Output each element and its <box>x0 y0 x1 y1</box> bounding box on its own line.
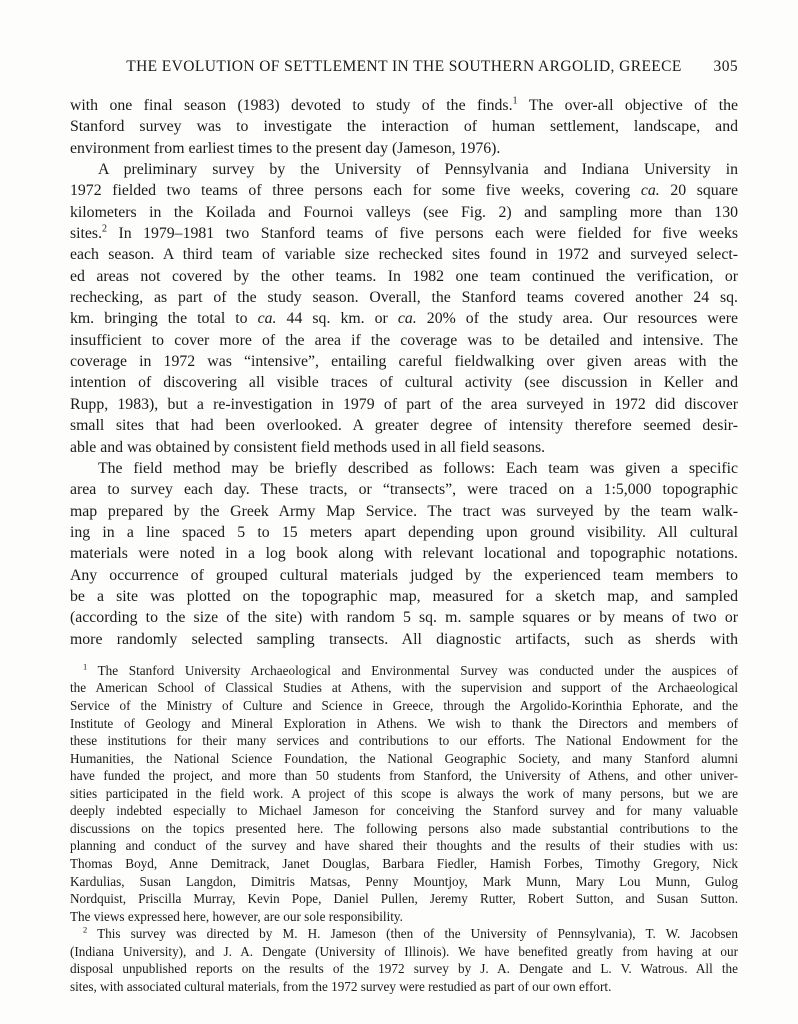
text-segment: Rupp, 1983), but a re-investigation in 1979 of part of the area surveyed in 1972 did discover <box>70 395 738 413</box>
text-line <box>70 586 738 607</box>
text-segment: environment from earliest times to the present day (Jameson, 1976). <box>70 139 501 157</box>
text-segment: discussions on the topics presented here. The following persons also made substantial contributions to the <box>70 820 738 836</box>
text-segment: disposal unpublished reports on the results of the 1972 survey by J. A. Dengate and L. V. Watrous. All the <box>70 961 738 977</box>
text-line <box>70 629 738 650</box>
text-line <box>70 715 738 733</box>
running-head-title: THE EVOLUTION OF SETTLEMENT IN THE SOUTHERN ARGOLID, GREECE <box>126 58 682 75</box>
text-segment: deeply indebted especially to Michael Jameson for conceiving the Stanford survey and for many valuable <box>70 803 738 819</box>
text-segment: 1972 fielded two teams of three persons each for some five weeks, covering <box>70 182 641 200</box>
text-segment: sities participated in the field work. A project of this scope is always the work of many persons, but we are <box>70 785 738 801</box>
text-line <box>70 820 738 838</box>
text-line <box>70 202 738 223</box>
text-line <box>70 308 738 329</box>
text-segment: (according to the size of the site) with random 5 sq. m. sample squares or by means of two or <box>70 609 738 627</box>
text-line <box>70 223 738 244</box>
text-line <box>70 855 738 873</box>
text-line <box>70 266 738 287</box>
text-line <box>70 180 738 201</box>
text-line <box>70 287 738 308</box>
text-segment: be a site was plotted on the topographic map, measured for a sketch map, and sampled <box>70 587 738 605</box>
text-segment: more randomly selected sampling transects. All diagnostic artifacts, such as sherds with <box>70 630 738 648</box>
text-segment: sites, with associated cultural materials, from the 1972 survey were restudied as part of our own effort. <box>70 978 612 994</box>
text-segment: with one final season (1983) devoted to study of the finds. <box>70 97 513 114</box>
text-segment: these institutions for their many services and contributions to our efforts. The National Endowment for the <box>70 733 738 749</box>
text-segment: the American School of Classical Studies at Athens, with the supervision and support of the Archaeological <box>70 680 738 696</box>
text-line <box>70 351 738 372</box>
text-segment: 20% of the study area. Our resources were <box>416 310 738 328</box>
text-segment: Nordquist, Priscilla Murray, Kevin Pope, Daniel Pullen, Jeremy Rutter, Robert Sutton, and Susan Sutton. <box>70 891 738 907</box>
text-line <box>70 978 738 996</box>
text-segment: Stanford survey was to investigate the interaction of human settlement, landscape, and <box>70 118 738 136</box>
text-segment: The views expressed here, however, are our sole responsibility. <box>70 908 403 924</box>
text-segment: ed areas not covered by the other teams. In 1982 one team continued the verification, or <box>70 267 738 285</box>
text-segment: each season. A third team of variable size rechecked sites found in 1972 and surveyed select- <box>70 246 738 264</box>
text-line <box>70 394 738 415</box>
text-column <box>70 58 738 995</box>
text-line <box>70 458 738 479</box>
text-segment: Humanities, the National Science Foundation, the National Geographic Society, and many Stanford alumni <box>70 750 738 766</box>
text-line <box>70 697 738 715</box>
text-segment: materials were noted in a log book along with relevant locational and topographic notations. <box>70 545 738 563</box>
text-line <box>70 837 738 855</box>
text-segment: (Indiana University), and J. A. Dengate (University of Illinois). We have benefited greatly from having at our <box>70 943 738 959</box>
text-segment: map prepared by the Greek Army Map Service. The tract was surveyed by the team walk- <box>70 502 738 520</box>
text-segment: The Stanford University Archaeological and Environmental Survey was conducted under the auspices of <box>87 662 738 678</box>
text-line <box>70 372 738 393</box>
text-line <box>70 159 738 180</box>
text-segment: coverage in 1972 was “intensive”, entailing careful fieldwalking over given areas with the <box>70 353 738 371</box>
text-line <box>70 802 738 820</box>
text-segment: ing in a line spaced 5 to 15 meters apart depending upon ground visibility. All cultural <box>70 523 738 541</box>
footnote-marker: 1 <box>512 95 518 107</box>
text-segment: 44 sq. km. or <box>276 310 398 328</box>
text-segment: able and was obtained by consistent field methods used in all field seasons. <box>70 438 546 456</box>
page-number: 305 <box>713 58 738 75</box>
text-segment: km. bringing the total to <box>70 310 258 328</box>
text-line <box>70 679 738 697</box>
article-body <box>70 95 738 650</box>
text-segment: A preliminary survey by the University of Pennsylvania and Indiana University in <box>98 161 738 179</box>
text-segment: area to survey each day. These tracts, or “transects”, were traced on a 1:5,000 topographic <box>70 481 738 499</box>
text-segment: small sites that had been overlooked. A greater degree of intensity therefore seemed desir- <box>70 417 738 435</box>
text-line <box>70 330 738 351</box>
text-segment: kilometers in the Koilada and Fournoi valleys (see Fig. 2) and sampling more than 130 <box>70 203 738 221</box>
text-line <box>70 607 738 628</box>
text-line <box>70 925 738 943</box>
footnotes <box>70 662 738 995</box>
text-line <box>70 116 738 137</box>
italic-text: ca. <box>640 182 660 200</box>
footnote-marker: 2 <box>102 223 108 235</box>
italic-text: ca. <box>397 310 417 328</box>
running-head <box>70 58 738 78</box>
text-segment: sites. <box>70 225 103 243</box>
text-line <box>70 908 738 926</box>
text-line <box>70 437 738 458</box>
text-line <box>70 415 738 436</box>
text-segment: insufficient to cover more of the area if the coverage was to be detailed and intensive. The <box>70 331 738 349</box>
text-line <box>70 95 738 116</box>
text-segment: planning and conduct of the survey and have shared their thoughts and the results of their studies with us: <box>70 838 738 854</box>
text-segment: Kardulias, Susan Langdon, Dimitris Matsas, Penny Mountjoy, Mark Munn, Mary Lou Munn, Gulog <box>70 873 738 889</box>
italic-text: ca. <box>257 310 277 328</box>
text-line <box>70 565 738 586</box>
text-line <box>70 767 738 785</box>
text-line <box>70 522 738 543</box>
text-line <box>70 890 738 908</box>
text-segment: 20 square <box>659 182 738 200</box>
footnote-marker: 2 <box>83 924 88 935</box>
text-segment: intention of discovering all visible traces of cultural activity (see discussion in Keller and <box>70 374 738 392</box>
text-line <box>70 138 738 159</box>
text-line <box>70 244 738 265</box>
text-segment: Any occurrence of grouped cultural materials judged by the experienced team members to <box>70 566 738 584</box>
text-line <box>70 662 738 680</box>
footnote-marker: 1 <box>83 661 88 672</box>
text-line <box>70 960 738 978</box>
text-segment: have funded the project, and more than 50 students from Stanford, the University of Athens, and other univer- <box>70 768 738 784</box>
text-line <box>70 732 738 750</box>
text-segment: rechecking, as part of the study season. Overall, the Stanford teams covered another 24 sq. <box>70 289 738 307</box>
text-segment: Service of the Ministry of Culture and Science in Greece, through the Argolido-Korinthia Ephorate, and the <box>70 698 738 714</box>
text-line <box>70 479 738 500</box>
text-line <box>70 501 738 522</box>
text-line <box>70 750 738 768</box>
text-segment: Institute of Geology and Mineral Exploration in Athens. We wish to thank the Directors and members of <box>70 715 738 731</box>
text-segment: Thomas Boyd, Anne Demitrack, Janet Douglas, Barbara Fiedler, Hamish Forbes, Timothy Gregory, Nick <box>70 855 738 871</box>
text-segment: The field method may be briefly described as follows: Each team was given a specific <box>98 459 738 477</box>
text-line <box>70 543 738 564</box>
text-line <box>70 785 738 803</box>
text-segment: In 1979–1981 two Stanford teams of five persons each were fielded for five weeks <box>107 225 738 243</box>
text-segment: This survey was directed by M. H. Jameson (then of the University of Pennsylvania), T. W. Jacobsen <box>87 926 738 942</box>
text-line <box>70 873 738 891</box>
text-segment: The over-all objective of the <box>517 97 738 114</box>
text-line <box>70 943 738 961</box>
